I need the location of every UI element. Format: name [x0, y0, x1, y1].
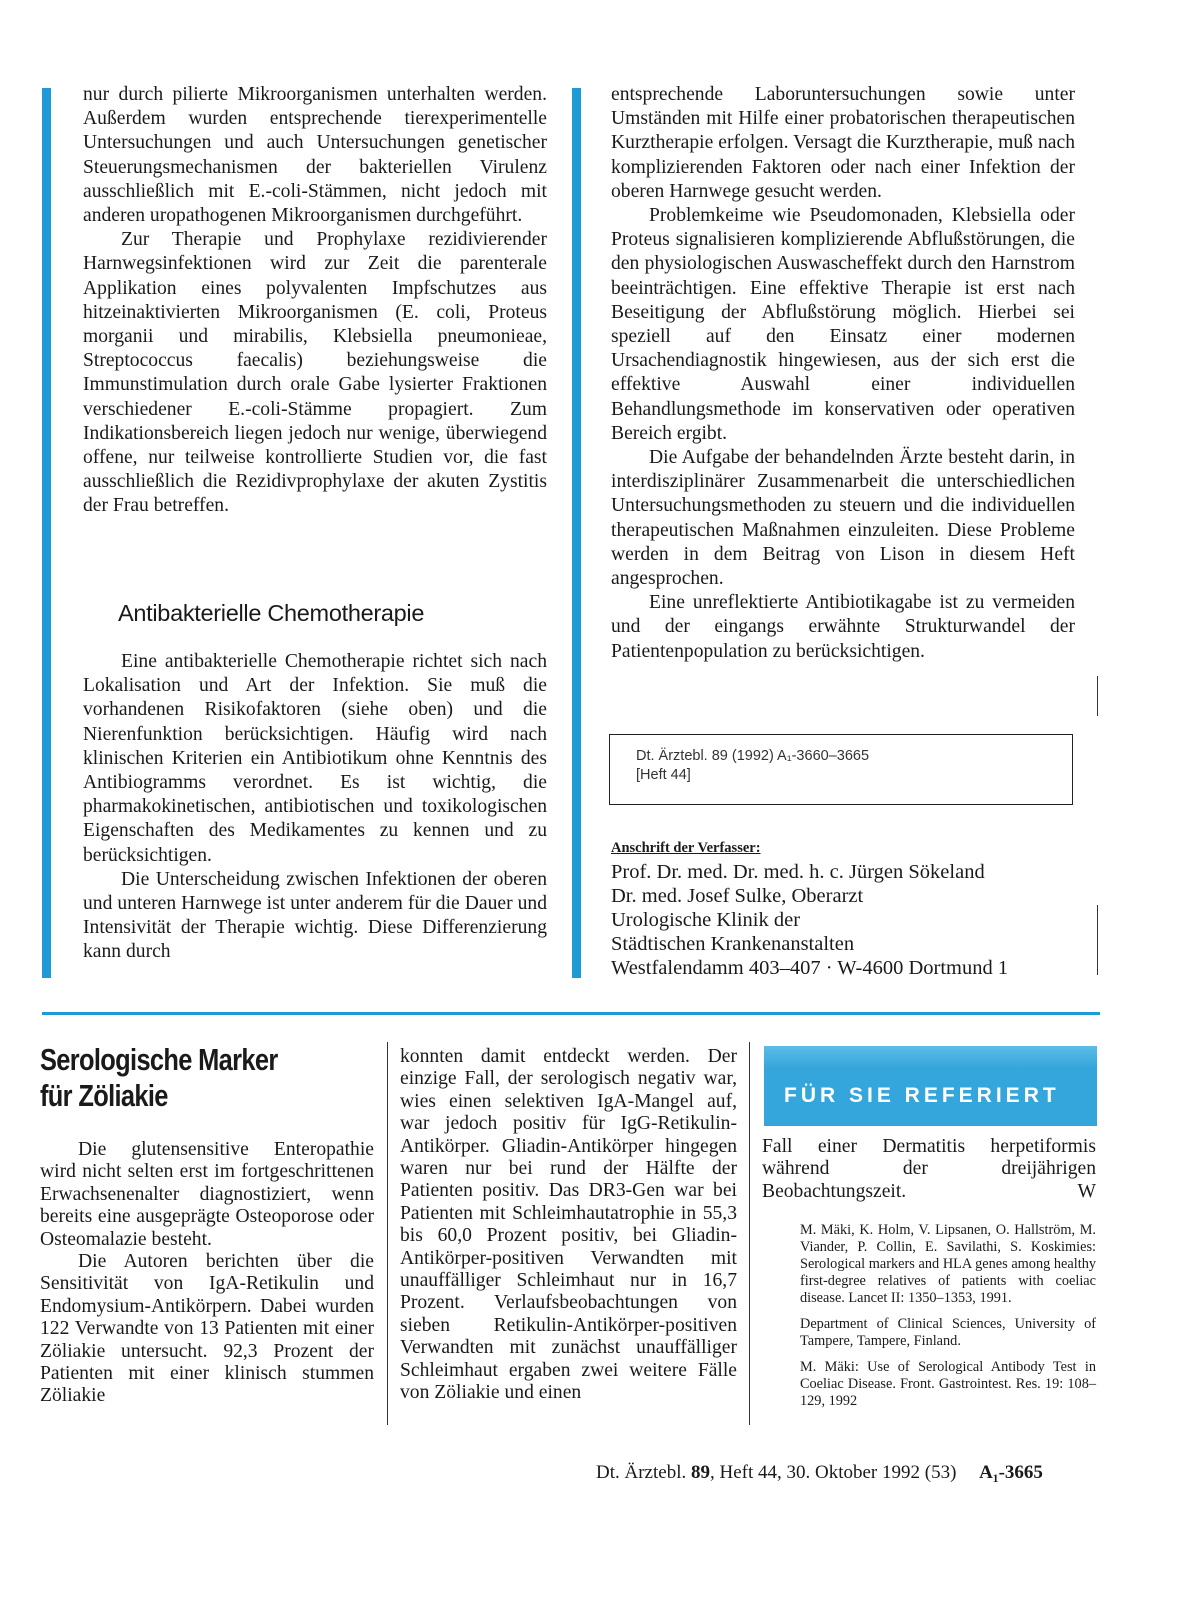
- address-line: Urologische Klinik der: [611, 909, 801, 931]
- column-edge-rule: [1097, 676, 1098, 716]
- article-column-2: [400, 1046, 737, 1405]
- address-line: Städtischen Krankenanstalten: [611, 933, 855, 955]
- footer-page-number: A₁-3665: [979, 1462, 1043, 1483]
- column-3-text: Fall einer Dermatitis herpetiformis während der dreijährigen Beobachtungszeit.: [762, 1136, 1096, 1202]
- fuer-sie-referiert-banner: [764, 1046, 1097, 1126]
- references: [800, 1222, 1096, 1419]
- address-heading: Anschrift der Verfasser:: [611, 840, 761, 856]
- section-heading: Antibakterielle Chemotherapie: [118, 600, 425, 626]
- paragraph: Die Autoren berichten über die Sensitivität von IgA-Retikulin und Endomysium-Antikörpern. Dabei wurden 122 Verwandte von 13 Patienten mit einer Zöliakie untersucht. 92,3 Prozent der Patienten mit einer klinisch stummen Zöliakie: [40, 1251, 374, 1407]
- section-separator: [42, 1012, 1100, 1015]
- paragraph: Zur Therapie und Prophylaxe rezidivierender Harnwegsinfektionen wird zur Zeit die parenterale Applikation eines polyvalenten Impfschutzes aus hitzeinaktivierten Mikroorganismen (E. coli, Proteus morganii und mirabilis, Klebsiella pneumonieae, Streptococcus faecalis) beziehungsweise die Immunstimulation durch orale Gabe lysierter Fraktionen verschiedener E.-coli-Stämme propagiert. Zum Indikationsbereich liegen jedoch nur wenige, überwiegend offene, nur teilweise kontrollierte Studien vor, die fast ausschließlich die Rezidivprophylaxe der akuten Zystitis der Frau betreffen.: [83, 229, 547, 517]
- margin-bar-left: [42, 88, 51, 978]
- paragraph: Eine antibakterielle Chemotherapie richtet sich nach Lokalisation und Art der Infektion. Sie muß die vorhandenen Risikofaktoren (siehe oben) und die Nierenfunktion berücksichtigen. Häufig wird nach klinischen Kriterien ein Antibiotikum ohne Kenntnis des Antibiogramms verordnet. Es ist wichtig, die pharmakokinetischen, antibiotischen und toxikologischen Eigenschaften des Medikamentes zu kennen und zu berücksichtigen.: [83, 651, 547, 866]
- footer-volume: 89: [690, 1462, 710, 1483]
- paragraph: Die Aufgabe der behandelnden Ärzte besteht darin, in interdisziplinärer Zusammenarbeit die unterschiedlichen Untersuchungsmethoden zu steuern und die individuellen therapeutischen Maßnahmen einzuleiten. Diese Probleme werden in dem Beitrag von Lison in diesem Heft angesprochen.: [611, 447, 1075, 590]
- paragraph: Problemkeime wie Pseudomonaden, Klebsiella oder Proteus signalisieren komplizierende Abflußstörungen, die den physiologischen Auswascheffekt durch den Harnstrom beeinträchtigen. Eine effektive Therapie ist erst nach Beseitigung der Abflußstörung möglich. Hierbei sei speziell auf den Einsatz einer modernen Ursachendiagnostik hingewiesen, aus der sich erst die effektive Auswahl einer individuellen Behandlungsmethode im konservativen oder operativen Bereich ergibt.: [611, 205, 1075, 444]
- footer-journal: Dt. Ärztebl.: [596, 1462, 691, 1483]
- citation-line: Dt. Ärztebl. 89 (1992) A₁-3660–3665: [636, 748, 870, 764]
- address-edge-rule: [1097, 905, 1098, 975]
- author-initial: W: [1077, 1181, 1096, 1203]
- citation-issue: [Heft 44]: [636, 767, 691, 783]
- title-line-1: Serologische Marker: [40, 1042, 278, 1077]
- top-left-column-2: [83, 650, 547, 965]
- paragraph: konnten damit entdeckt werden. Der einzige Fall, der serologisch negativ war, wies einen selektiven IgA-Mangel auf, war jedoch positiv für IgG-Retikulin-Antikörper. Gliadin-Antikörper hingegen waren nur bei rund der Hälfte der Patienten positiv. Das DR3-Gen war bei Patienten mit Schleimhautatrophie in 55,3 bis 60,0 Prozent positiv, bei Gliadin-Antikörper-positiven Verwandten mit unauffälliger Schleimhaut nur in 16,7 Prozent. Verlaufsbeobachtungen von sieben Retikulin-Antikörper-positiven Verwandten mit zunächst unauffälliger Schleimhaut ergaben zwei weitere Fälle von Zöliakie und einen: [400, 1046, 737, 1404]
- address-line: Westfalendamm 403–407 · W-4600 Dortmund 1: [611, 957, 1009, 979]
- reference-entry: M. Mäki, K. Holm, V. Lipsanen, O. Hallström, M. Viander, P. Collin, E. Savilathi, S. Koskimies: Serological markers and HLA genes among healthy first-degree relatives of patients with coeliac disease. Lancet II: 1350–1353, 1991.: [800, 1222, 1096, 1306]
- column-rule-2: [749, 1042, 750, 1425]
- article-column-1: [40, 1139, 374, 1408]
- paragraph: Eine unreflektierte Antibiotikagabe ist zu vermeiden und der eingangs erwähnte Strukturwandel der Patientenpopulation zu berücksichtigen.: [611, 592, 1075, 662]
- address-line: Prof. Dr. med. Dr. med. h. c. Jürgen Sökeland: [611, 861, 985, 883]
- citation-box: [609, 734, 1073, 805]
- title-line-2: für Zöliakie: [40, 1078, 168, 1113]
- banner-label: FÜR SIE REFERIERT: [784, 1084, 1060, 1107]
- column-rule-1: [387, 1042, 388, 1425]
- paragraph: entsprechende Laboruntersuchungen sowie unter Umständen mit Hilfe einer probatorischen therapeutischen Kurztherapie erfolgen. Versagt die Kurztherapie, muß nach komplizierenden Faktoren oder nach einer Infektion der oberen Harnwege gesucht werden.: [611, 84, 1075, 202]
- reference-entry: Department of Clinical Sciences, University of Tampere, Tampere, Finland.: [800, 1316, 1096, 1349]
- reference-entry: M. Mäki: Use of Serological Antibody Test in Coeliac Disease. Front. Gastrointest. Res. 19: 108–129, 1992: [800, 1359, 1096, 1409]
- top-left-column-1: [83, 83, 547, 519]
- page-footer: [596, 1462, 1043, 1484]
- article-column-3: [762, 1136, 1096, 1203]
- author-address: [611, 840, 1091, 980]
- top-right-column: [611, 83, 1075, 664]
- article-title: [40, 1042, 368, 1114]
- paragraph: Die Unterscheidung zwischen Infektionen der oberen und unteren Harnwege ist unter anderem für die Dauer und Intensivität der Therapie wichtig. Diese Differenzierung kann durch: [83, 868, 547, 963]
- footer-issue: , Heft 44, 30. Oktober 1992 (53): [709, 1462, 957, 1483]
- address-line: Dr. med. Josef Sulke, Oberarzt: [611, 885, 864, 907]
- margin-bar-right: [572, 88, 581, 978]
- paragraph: nur durch pilierte Mikroorganismen unterhalten werden. Außerdem wurden entsprechende tierexperimentelle Untersuchungen und auch Untersuchungen genetischer Steuerungsmechanismen der bakteriellen Virulenz ausschließlich mit E.-coli-Stämmen, nicht jedoch mit anderen uropathogenen Mikroorganismen durchgeführt.: [83, 84, 547, 227]
- paragraph: Die glutensensitive Enteropathie wird nicht selten erst im fortgeschrittenen Erwachsenenalter diagnostiziert, wenn bereits eine ausgeprägte Osteoporose oder Osteomalazie besteht.: [40, 1139, 374, 1250]
